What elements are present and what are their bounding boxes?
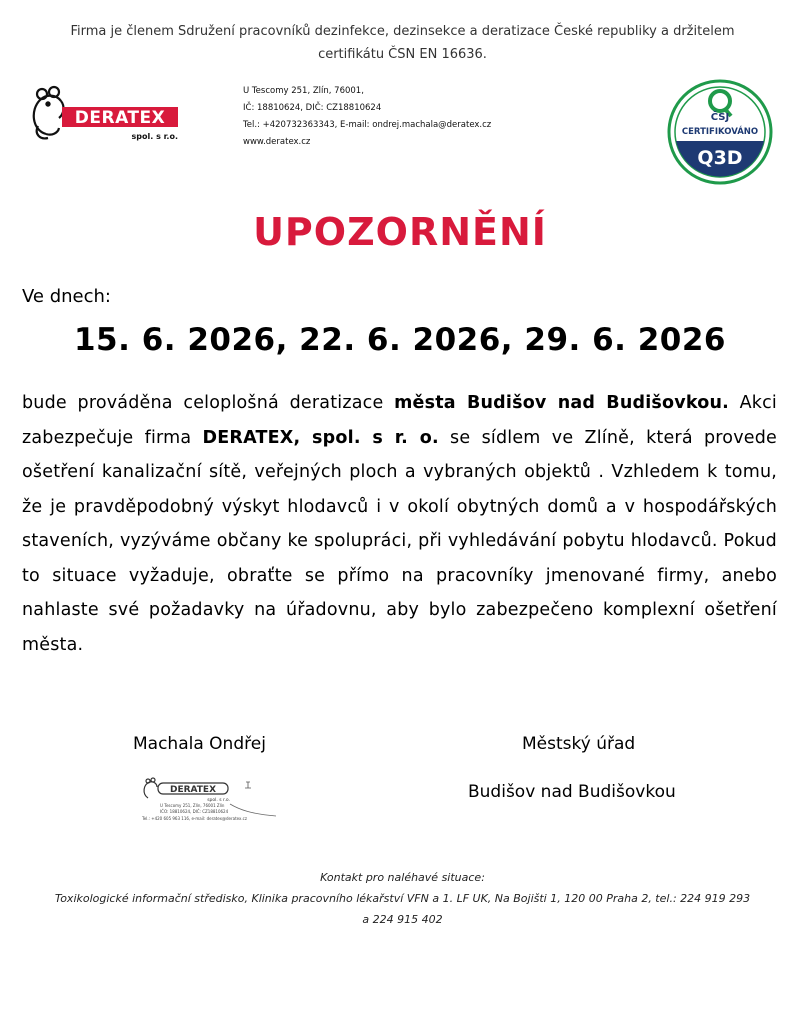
signer-name: Machala Ondřej	[133, 734, 266, 754]
membership-note: Firma je členem Sdružení pracovníků dezinfekce, dezinsekce a deratizace České republiky a držitelem certifikátu ČSN EN 16636.	[70, 24, 735, 62]
contact-address: U Tescomy 251, Zlín, 76001,	[243, 86, 364, 96]
rat-icon	[34, 87, 64, 138]
stamp-line-3: Tel.: +420 605 963 116, e-mail: deratex@deratex.cz	[142, 816, 247, 821]
office-town: Budišov nad Budišovkou	[468, 782, 676, 802]
body-part-2: Akci zabezpečuje firma	[22, 393, 777, 448]
badge-letters: ČSJ	[710, 112, 730, 123]
deratex-logo	[28, 84, 183, 144]
body-part-1: bude prováděna celoplošná deratizace	[22, 393, 395, 413]
footer-line-2: Toxikologické informační středisko, Klinika pracovního lékařství VFN a 1. LF UK, Na Bojišti 1, 120 00 Praha 2, tel.: 224 919 293	[54, 892, 751, 905]
footer-title: Kontakt pro naléhavé situace:	[320, 871, 485, 884]
stamp-line-2: IČO: 18810624, DIČ: CZ18810624	[160, 809, 229, 814]
emergency-contact	[10, 867, 795, 930]
stamp-brand: DERATEX	[169, 785, 217, 795]
notice-dates: 15. 6. 2026, 22. 6. 2026, 29. 6. 2026	[73, 322, 727, 358]
stamp-line-1: U Tescomy 251, Zlín, 76001 Zlín	[160, 803, 225, 808]
contact-phone-email: Tel.: +420732363343, E-mail: ondrej.machala@deratex.cz	[243, 120, 492, 130]
notice-intro: Ve dnech:	[22, 286, 111, 307]
footer-line-3: a 224 915 402	[362, 913, 443, 926]
notice-body	[22, 386, 777, 662]
body-company: DERATEX, spol. s r. o.	[202, 427, 439, 448]
badge-label: CERTIFIKOVÁNO	[681, 127, 759, 137]
body-part-3: se sídlem ve Zlíně, která provede ošetření kanalizační sítě, veřejných ploch a vybraných objektů . Vzhledem k tomu, že je pravděpodobný výskyt hlodavců i v okolí obytných domů a v hospodářských staveních, vyzýváme občany ke spolupráci, při vyhledávání pobytu hlodavců. Pokud to situace vyžaduje, obraťte se přímo na pracovníky jmenované firmy, anebo nahlaste své požadavky na úřadovnu, aby bylo zabezpečeno komplexní ošetření města.	[22, 427, 778, 655]
contact-ids: IČ: 18810624, DIČ: CZ18810624	[243, 103, 382, 113]
body-town: města Budišov nad Budišovkou.	[394, 393, 729, 413]
stamp-subtitle: spol. s r.o.	[207, 798, 230, 803]
office-name: Městský úřad	[522, 734, 636, 754]
logo-subtitle: spol. s r.o.	[131, 132, 178, 141]
notice-heading: UPOZORNĚNÍ	[253, 210, 547, 254]
logo-brand: DERATEX	[74, 108, 166, 128]
company-stamp	[140, 776, 280, 824]
contact-block	[243, 83, 491, 151]
certification-badge	[667, 79, 773, 185]
contact-web: www.deratex.cz	[243, 137, 311, 147]
badge-code: Q3D	[697, 147, 743, 169]
